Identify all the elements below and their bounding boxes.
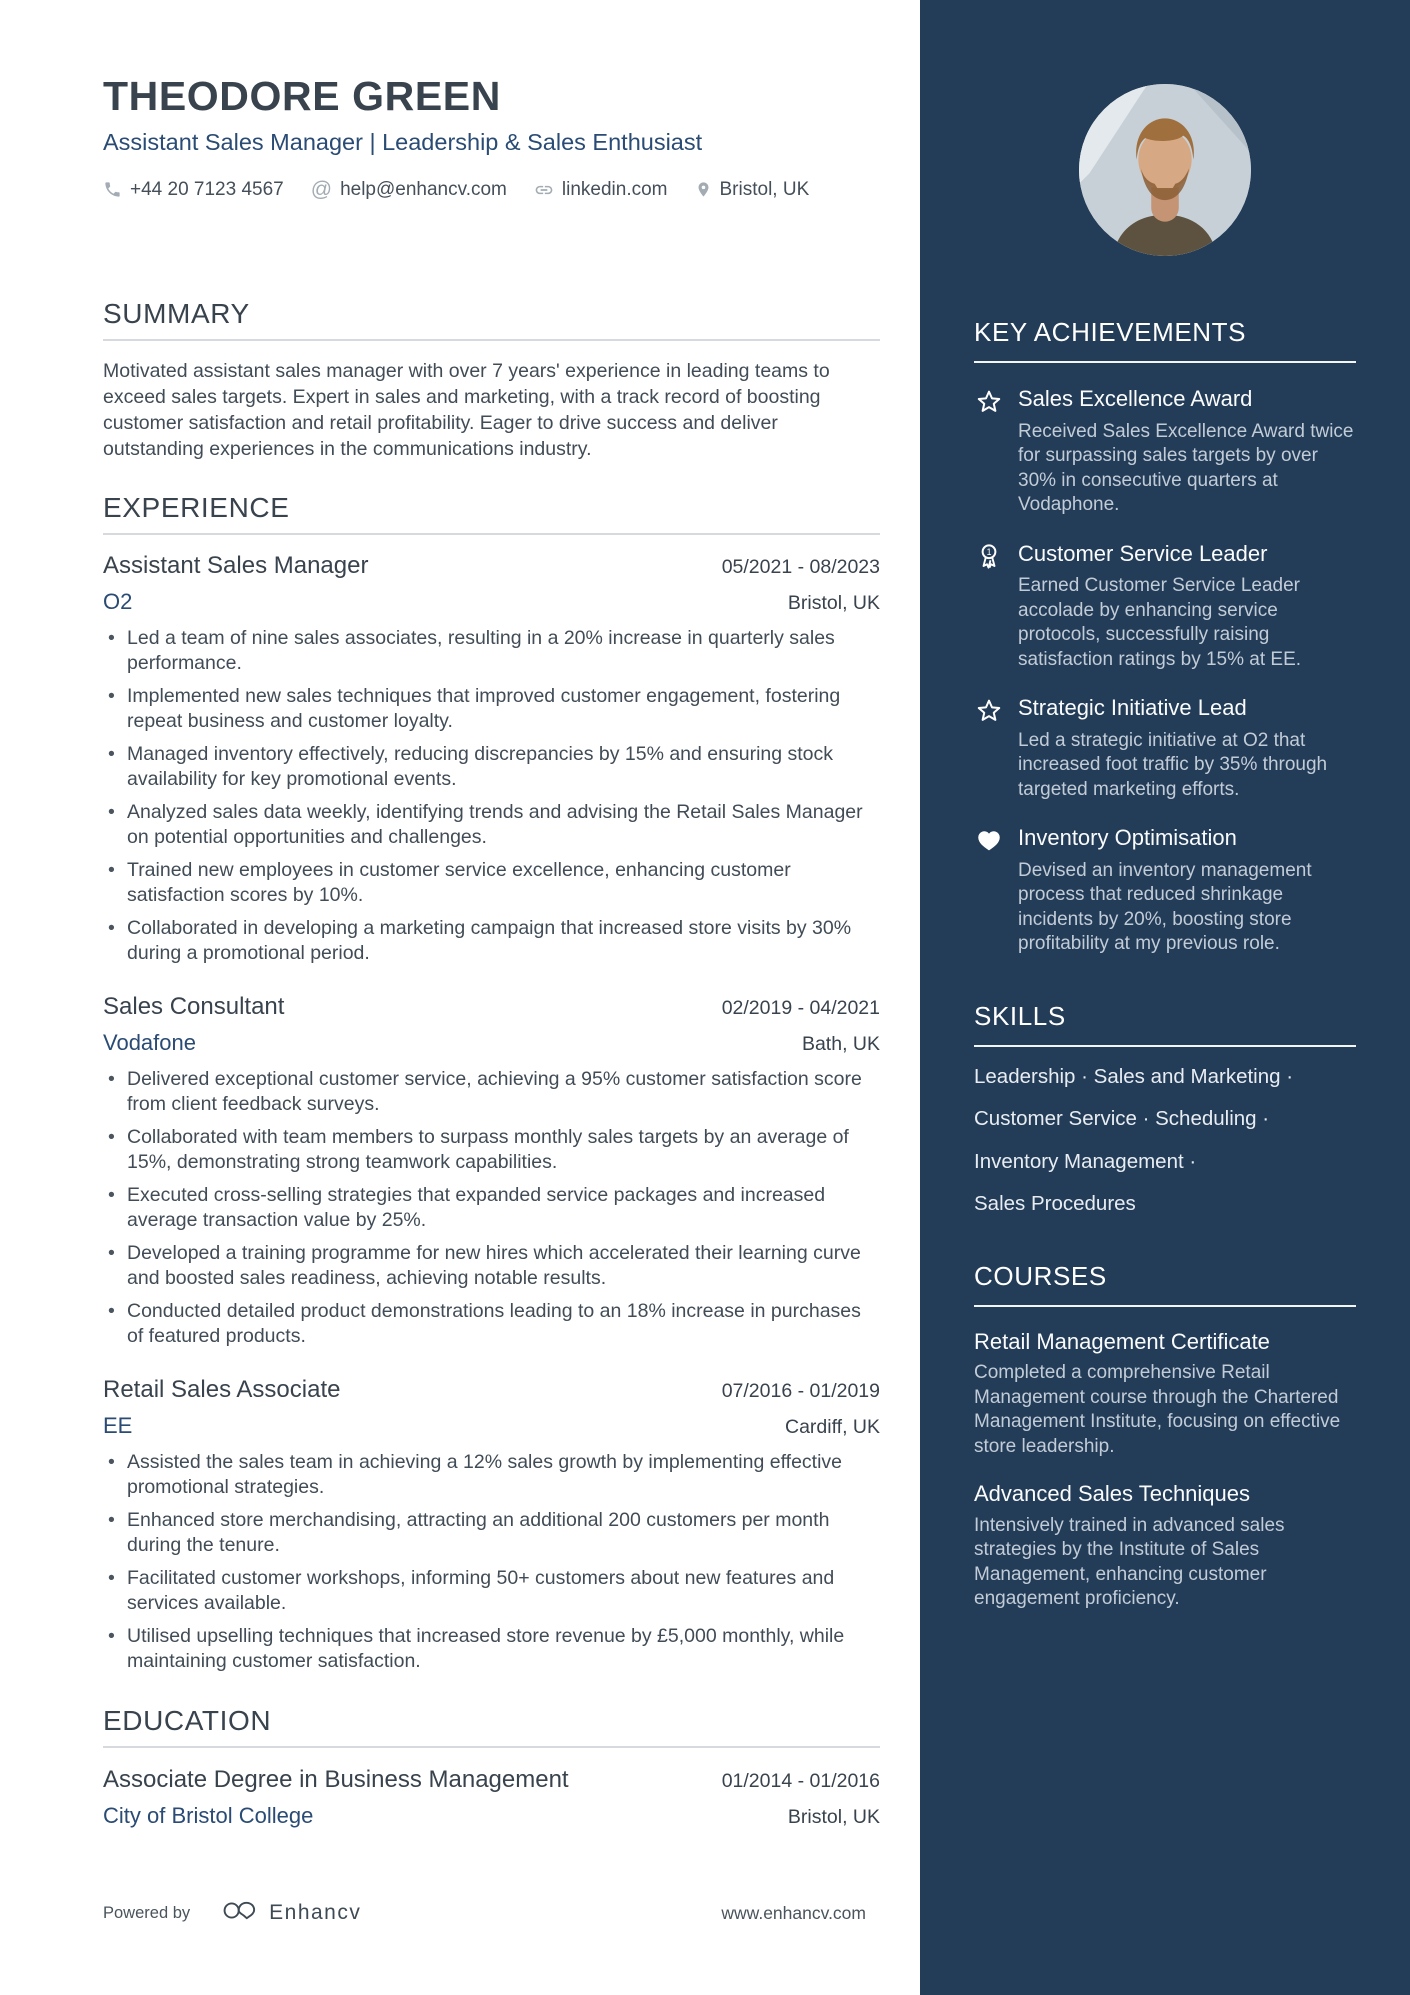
experience-heading: EXPERIENCE xyxy=(103,491,290,523)
sidebar xyxy=(920,0,1410,1995)
achievement-body xyxy=(1018,540,1356,673)
job-company-row xyxy=(103,1413,880,1439)
brand-name: Enhancv xyxy=(269,1901,362,1924)
job-location: Cardiff, UK xyxy=(784,1415,880,1438)
courses-heading: COURSES xyxy=(974,1261,1356,1307)
job-title-row xyxy=(103,552,880,580)
job-bullet: • Delivered exceptional customer service, achieving a 95% customer satisfaction score from client feedback surveys. xyxy=(127,1067,880,1118)
job-title: Retail Sales Associate xyxy=(103,1375,341,1403)
company-name: Vodafone xyxy=(103,1029,196,1055)
skills-heading: SKILLS xyxy=(974,1001,1356,1047)
job-dates: 02/2019 - 04/2021 xyxy=(721,996,880,1019)
enhancv-logo-icon xyxy=(222,1899,258,1927)
education-section xyxy=(103,1705,880,1829)
job-entry xyxy=(103,552,880,967)
summary-text: Motivated assistant sales manager with over 7 years' experience in leading teams to exceed sales targets. Expert in sales and marketing, with a track record of boosting customer satisfaction and retail profitability. Eager to drive success and deliver outstanding experiences in the communications industry. xyxy=(103,359,830,460)
job-bullet: • Conducted detailed product demonstrations leading to an 18% increase in purchases of featured products. xyxy=(127,1299,880,1350)
job-bullet: • Led a team of nine sales associates, resulting in a 20% increase in quarterly sales performance. xyxy=(127,626,880,677)
skill-line: Leadership · Sales and Marketing · xyxy=(974,1064,1294,1088)
job-bullet: • Collaborated with team members to surpass monthly sales targets by an average of 15%, demonstrating strong teamwork capabilities. xyxy=(127,1125,880,1176)
education-location: Bristol, UK xyxy=(787,1805,880,1828)
education-school-row xyxy=(103,1803,880,1829)
section-divider xyxy=(103,533,880,535)
contact-linkedin-text: linkedin.com xyxy=(561,178,668,200)
achievement-title: Inventory Optimisation xyxy=(1018,825,1237,850)
company-name: EE xyxy=(103,1412,133,1438)
job-title: Sales Consultant xyxy=(103,992,285,1020)
heart-icon xyxy=(974,824,1004,957)
company-name: O2 xyxy=(103,588,133,614)
skills-list xyxy=(974,1065,1356,1217)
job-bullet: • Enhanced store merchandising, attracting an additional 200 customers per month during the tenure. xyxy=(127,1508,880,1559)
contact-location-text: Bristol, UK xyxy=(719,178,810,200)
job-bullet: • Trained new employees in customer service excellence, enhancing customer satisfaction scores by 10%. xyxy=(127,858,880,909)
job-bullet: • Analyzed sales data weekly, identifying trends and advising the Retail Sales Manager on potential opportunities and challenges. xyxy=(127,800,880,851)
job-bullet: • Managed inventory effectively, reducing discrepancies by 15% and ensuring stock availability for key promotional events. xyxy=(127,742,880,793)
contact-phone-text: +44 20 7123 4567 xyxy=(130,178,284,200)
achievement-text: Earned Customer Service Leader accolade by enhancing service protocols, successfully raising satisfaction ratings by 15% at EE. xyxy=(1018,575,1302,670)
brand-lockup[interactable] xyxy=(222,1899,361,1927)
headline: Assistant Sales Manager | Leadership & Sales Enthusiast xyxy=(103,128,703,155)
contact-phone xyxy=(103,179,284,201)
achievement-text: Received Sales Excellence Award twice for surpassing sales targets by over 30% in consecutive quarters at Vodaphone. xyxy=(1018,420,1354,515)
job-company-row xyxy=(103,1030,880,1056)
section-divider xyxy=(103,1746,880,1748)
medal-icon xyxy=(974,540,1004,673)
skill-line: Sales Procedures xyxy=(974,1192,1136,1216)
job-bullet: • Developed a training programme for new hires which accelerated their learning curve and boosted sales readiness, achieving notable results. xyxy=(127,1241,880,1292)
avatar xyxy=(1079,84,1251,256)
job-bullet-list xyxy=(103,626,880,967)
phone-icon xyxy=(103,180,122,199)
achievement-text: Devised an inventory management process that reduced shrinkage incidents by 20%, boosting store profitability at my previous role. xyxy=(1018,859,1312,954)
job-dates: 05/2021 - 08/2023 xyxy=(721,555,880,578)
achievement-title: Customer Service Leader xyxy=(1018,540,1268,566)
svg-text:1: 1 xyxy=(986,546,992,557)
job-dates: 07/2016 - 01/2019 xyxy=(721,1379,880,1402)
person-name: THEODORE GREEN xyxy=(103,73,501,119)
job-bullet-list xyxy=(103,1450,880,1675)
powered-by xyxy=(103,1899,361,1927)
achievement-item xyxy=(974,824,1356,957)
location-icon xyxy=(695,180,712,199)
course-text: Intensively trained in advanced sales strategies by the Institute of Sales Management, enhancing customer engagement proficiency. xyxy=(974,1514,1285,1610)
job-bullet: • Assisted the sales team in achieving a 12% sales growth by implementing effective promotional strategies. xyxy=(127,1450,880,1501)
achievement-list xyxy=(974,385,1356,957)
job-entry xyxy=(103,1376,880,1675)
job-bullet: • Implemented new sales techniques that improved customer engagement, fostering repeat business and customer loyalty. xyxy=(127,684,880,735)
school-name: City of Bristol College xyxy=(103,1802,314,1828)
job-bullet: • Collaborated in developing a marketing campaign that increased store visits by 30% during a promotional period. xyxy=(127,916,880,967)
achievement-body xyxy=(1018,385,1356,518)
summary-section xyxy=(103,298,880,462)
course-text: Completed a comprehensive Retail Management course through the Chartered Management Institute, focusing on effective store leadership. xyxy=(974,1362,1341,1457)
contact-email-text: help@enhancv.com xyxy=(340,178,507,200)
contact-location xyxy=(695,179,810,201)
star-icon xyxy=(974,385,1004,518)
courses-section xyxy=(974,1261,1356,1612)
contact-email[interactable] xyxy=(311,179,507,201)
job-list xyxy=(103,552,880,1675)
course-item xyxy=(974,1480,1356,1612)
at-icon: @ xyxy=(310,178,333,202)
course-list xyxy=(974,1328,1356,1612)
job-entry xyxy=(103,993,880,1350)
link-icon xyxy=(534,180,554,200)
course-item xyxy=(974,1328,1356,1460)
job-location: Bristol, UK xyxy=(787,591,880,614)
achievements-section xyxy=(974,317,1356,957)
job-bullet: • Utilised upselling techniques that increased store revenue by £5,000 monthly, while maintaining customer satisfaction. xyxy=(127,1624,880,1675)
achievement-item xyxy=(974,540,1356,673)
job-bullet-list xyxy=(103,1067,880,1350)
job-title: Assistant Sales Manager xyxy=(103,551,369,579)
powered-by-label: Powered by xyxy=(103,1903,191,1922)
education-dates: 01/2014 - 01/2016 xyxy=(721,1769,880,1792)
contact-linkedin[interactable] xyxy=(534,179,668,201)
job-bullet: • Facilitated customer workshops, informing 50+ customers about new features and services available. xyxy=(127,1566,880,1617)
achievement-item xyxy=(974,385,1356,518)
achievement-item xyxy=(974,694,1356,802)
education-entry xyxy=(103,1766,880,1794)
achievement-body xyxy=(1018,824,1356,957)
achievement-title: Strategic Initiative Lead xyxy=(1018,695,1247,720)
job-company-row xyxy=(103,589,880,615)
summary-heading: SUMMARY xyxy=(103,297,250,329)
achievement-text: Led a strategic initiative at O2 that increased foot traffic by 35% through targeted marketing efforts. xyxy=(1018,729,1328,800)
job-bullet: • Executed cross-selling strategies that expanded service packages and increased average transaction value by 25%. xyxy=(127,1183,880,1234)
achievements-heading: KEY ACHIEVEMENTS xyxy=(974,317,1356,363)
header xyxy=(103,74,880,201)
experience-section xyxy=(103,492,880,1675)
skills-section xyxy=(974,1001,1356,1217)
star-icon xyxy=(974,694,1004,802)
achievement-title: Sales Excellence Award xyxy=(1018,386,1253,411)
skill-line: Inventory Management · xyxy=(974,1149,1197,1173)
job-title-row xyxy=(103,1376,880,1404)
job-title-row xyxy=(103,993,880,1021)
job-location: Bath, UK xyxy=(801,1032,880,1055)
skill-line: Customer Service · Scheduling · xyxy=(974,1107,1270,1131)
course-title: Advanced Sales Techniques xyxy=(974,1481,1251,1507)
degree-title: Associate Degree in Business Management xyxy=(103,1765,569,1793)
profile-photo xyxy=(1079,84,1251,256)
footer-url[interactable]: www.enhancv.com xyxy=(721,1902,866,1923)
course-title: Retail Management Certificate xyxy=(974,1328,1270,1354)
education-heading: EDUCATION xyxy=(103,1704,272,1736)
contact-row xyxy=(103,179,880,201)
achievement-body xyxy=(1018,694,1356,802)
footer xyxy=(103,1899,880,1927)
section-divider xyxy=(103,339,880,341)
